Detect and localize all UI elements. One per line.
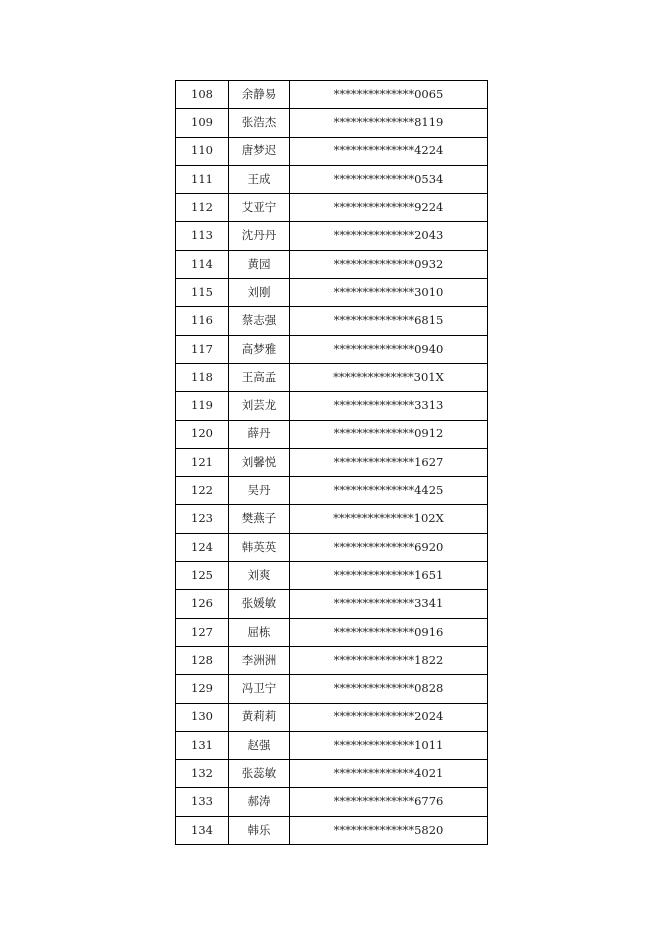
row-number-cell: 127 xyxy=(176,618,229,646)
roster-table-body xyxy=(176,81,488,845)
masked-id-cell: **************6815 xyxy=(290,307,488,335)
row-number-cell: 109 xyxy=(176,109,229,137)
table-row xyxy=(176,646,488,674)
row-number-cell: 134 xyxy=(176,816,229,844)
name-cell: 王成 xyxy=(229,165,290,193)
row-number-cell: 115 xyxy=(176,279,229,307)
row-number-cell: 116 xyxy=(176,307,229,335)
name-cell: 郝涛 xyxy=(229,788,290,816)
masked-id-cell: **************8119 xyxy=(290,109,488,137)
name-cell: 艾亚宁 xyxy=(229,194,290,222)
masked-id-cell: **************3010 xyxy=(290,279,488,307)
masked-id-cell: **************1822 xyxy=(290,646,488,674)
masked-id-cell: **************301X xyxy=(290,363,488,391)
row-number-cell: 111 xyxy=(176,165,229,193)
masked-id-cell: **************3313 xyxy=(290,392,488,420)
name-cell: 刘芸龙 xyxy=(229,392,290,420)
name-cell: 余静易 xyxy=(229,81,290,109)
row-number-cell: 125 xyxy=(176,562,229,590)
name-cell: 冯卫宁 xyxy=(229,675,290,703)
name-cell: 高梦雅 xyxy=(229,335,290,363)
name-cell: 刘馨悦 xyxy=(229,448,290,476)
table-row xyxy=(176,816,488,844)
name-cell: 黄莉莉 xyxy=(229,703,290,731)
row-number-cell: 118 xyxy=(176,363,229,391)
table-row xyxy=(176,307,488,335)
row-number-cell: 128 xyxy=(176,646,229,674)
masked-id-cell: **************102X xyxy=(290,505,488,533)
row-number-cell: 114 xyxy=(176,250,229,278)
table-row xyxy=(176,731,488,759)
masked-id-cell: **************0916 xyxy=(290,618,488,646)
table-row xyxy=(176,448,488,476)
table-row xyxy=(176,250,488,278)
name-cell: 唐梦迟 xyxy=(229,137,290,165)
row-number-cell: 112 xyxy=(176,194,229,222)
masked-id-cell: **************1651 xyxy=(290,562,488,590)
row-number-cell: 131 xyxy=(176,731,229,759)
table-row xyxy=(176,165,488,193)
masked-id-cell: **************0932 xyxy=(290,250,488,278)
masked-id-cell: **************2024 xyxy=(290,703,488,731)
masked-id-cell: **************4021 xyxy=(290,760,488,788)
table-row xyxy=(176,194,488,222)
table-row xyxy=(176,335,488,363)
masked-id-cell: **************6776 xyxy=(290,788,488,816)
masked-id-cell: **************0828 xyxy=(290,675,488,703)
row-number-cell: 122 xyxy=(176,477,229,505)
table-row xyxy=(176,760,488,788)
masked-id-cell: **************0940 xyxy=(290,335,488,363)
name-cell: 李洲洲 xyxy=(229,646,290,674)
masked-id-cell: **************0534 xyxy=(290,165,488,193)
name-cell: 沈丹丹 xyxy=(229,222,290,250)
masked-id-cell: **************2043 xyxy=(290,222,488,250)
name-cell: 张浩杰 xyxy=(229,109,290,137)
name-cell: 赵强 xyxy=(229,731,290,759)
table-row xyxy=(176,392,488,420)
name-cell: 薛丹 xyxy=(229,420,290,448)
table-row xyxy=(176,420,488,448)
row-number-cell: 121 xyxy=(176,448,229,476)
table-row xyxy=(176,618,488,646)
row-number-cell: 126 xyxy=(176,590,229,618)
name-cell: 黄园 xyxy=(229,250,290,278)
table-row xyxy=(176,703,488,731)
masked-id-cell: **************4425 xyxy=(290,477,488,505)
table-row xyxy=(176,788,488,816)
row-number-cell: 130 xyxy=(176,703,229,731)
name-cell: 吴丹 xyxy=(229,477,290,505)
name-cell: 韩乐 xyxy=(229,816,290,844)
row-number-cell: 119 xyxy=(176,392,229,420)
masked-id-cell: **************0912 xyxy=(290,420,488,448)
masked-id-cell: **************1627 xyxy=(290,448,488,476)
row-number-cell: 120 xyxy=(176,420,229,448)
masked-id-cell: **************6920 xyxy=(290,533,488,561)
table-row xyxy=(176,562,488,590)
row-number-cell: 113 xyxy=(176,222,229,250)
masked-id-cell: **************4224 xyxy=(290,137,488,165)
row-number-cell: 110 xyxy=(176,137,229,165)
row-number-cell: 124 xyxy=(176,533,229,561)
row-number-cell: 133 xyxy=(176,788,229,816)
name-cell: 蔡志强 xyxy=(229,307,290,335)
masked-id-cell: **************1011 xyxy=(290,731,488,759)
table-row xyxy=(176,109,488,137)
table-row xyxy=(176,363,488,391)
row-number-cell: 123 xyxy=(176,505,229,533)
name-cell: 刘爽 xyxy=(229,562,290,590)
table-row xyxy=(176,533,488,561)
table-row xyxy=(176,81,488,109)
name-cell: 王高孟 xyxy=(229,363,290,391)
roster-table xyxy=(175,80,488,845)
masked-id-cell: **************3341 xyxy=(290,590,488,618)
name-cell: 张媛敏 xyxy=(229,590,290,618)
table-row xyxy=(176,137,488,165)
table-row xyxy=(176,590,488,618)
row-number-cell: 108 xyxy=(176,81,229,109)
table-row xyxy=(176,675,488,703)
row-number-cell: 132 xyxy=(176,760,229,788)
masked-id-cell: **************9224 xyxy=(290,194,488,222)
name-cell: 刘刚 xyxy=(229,279,290,307)
table-row xyxy=(176,279,488,307)
row-number-cell: 129 xyxy=(176,675,229,703)
table-row xyxy=(176,505,488,533)
row-number-cell: 117 xyxy=(176,335,229,363)
name-cell: 樊燕子 xyxy=(229,505,290,533)
name-cell: 屈栋 xyxy=(229,618,290,646)
masked-id-cell: **************5820 xyxy=(290,816,488,844)
name-cell: 韩英英 xyxy=(229,533,290,561)
name-cell: 张蕊敏 xyxy=(229,760,290,788)
masked-id-cell: **************0065 xyxy=(290,81,488,109)
table-row xyxy=(176,222,488,250)
table-row xyxy=(176,477,488,505)
